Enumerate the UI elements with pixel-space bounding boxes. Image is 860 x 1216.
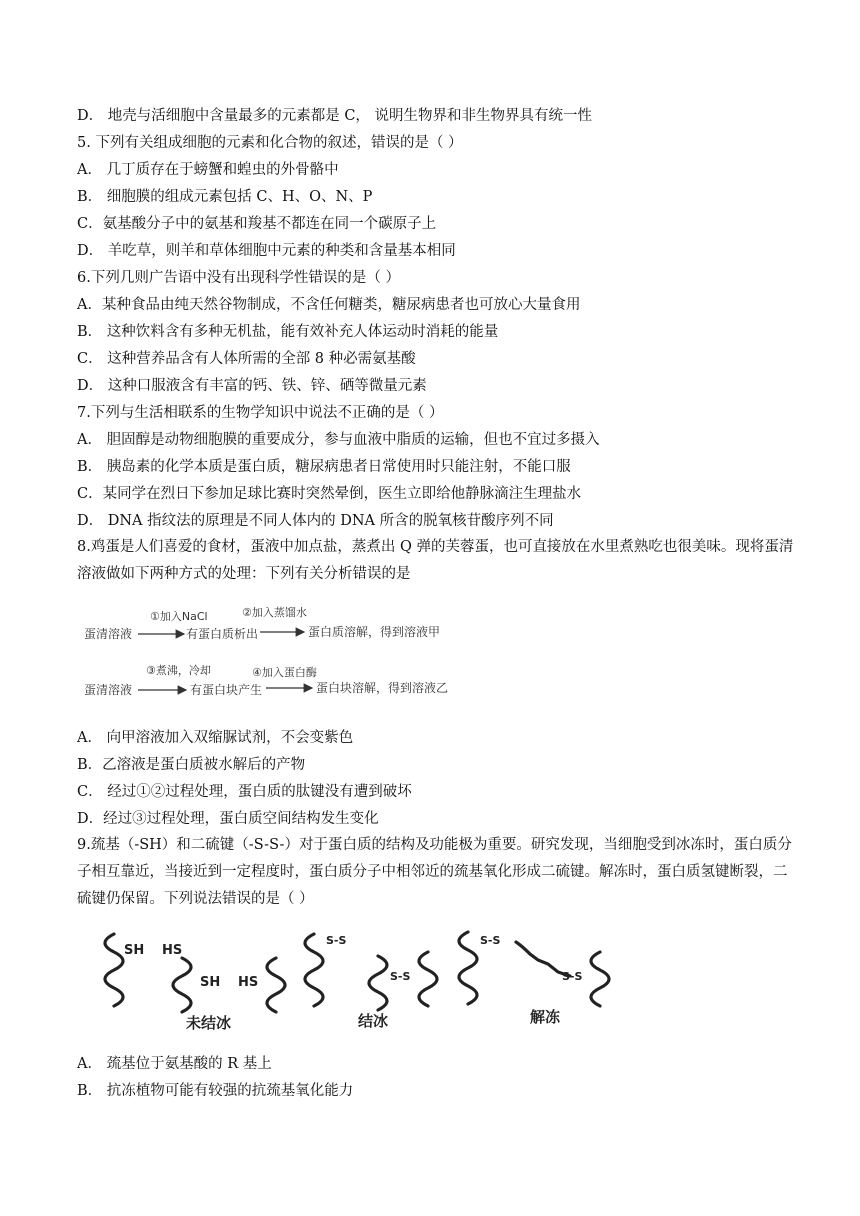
q8-option-d: D．经过③过程处理，蛋白质空间结构发生变化 (77, 811, 379, 827)
q9-stem: 9.巯基（-SH）和二硫键（-S-S-）对于蛋白质的结构及功能极为重要。研究发现，当细胞受到冰冻时，蛋白质分子相互靠近，当接近到一定程度时，蛋白质分子中相邻近的巯基氧化形成二硫键。解冻时，蛋白质氢键断裂，二硫键仍保留。下列说法错误的是（ ） (77, 837, 792, 907)
ss-label-4: S-S (562, 970, 583, 983)
q8-stem: 8.鸡蛋是人们喜爱的食材，蛋液中加点盐，蒸煮出 Q 弹的芙蓉蛋，也可直接放在水里煮熟吃也很美味。现将蛋清溶液做如下两种方式的处理：下列有关分析错误的是 (77, 539, 794, 582)
protein-chain-9 (591, 952, 609, 1006)
ss-label-2: S-S (390, 970, 411, 983)
q5-option-b: B． 细胞膜的组成元素包括 C、H、O、N、P (77, 189, 373, 205)
q8-row2-start: 蛋清溶液 (84, 683, 133, 697)
protein-chain-4 (305, 934, 323, 1006)
hs-label-2: HS (238, 975, 259, 990)
q8-option-b: B．乙溶液是蛋白质被水解后的产物 (77, 757, 306, 773)
protein-chain-1 (105, 934, 123, 1006)
q7-option-d: D． DNA 指纹法的原理是不同人体内的 DNA 所含的脱氧核苷酸序列不同 (77, 513, 554, 529)
q8-option-a: A． 向甲溶液加入双缩脲试剂，不会变紫色 (77, 730, 354, 746)
q8-row1-step2: ②加入蒸馏水 (242, 606, 307, 619)
protein-chain-5 (369, 956, 387, 1010)
q7-option-c: C．某同学在烈日下参加足球比赛时突然晕倒，医生立即给他静脉滴注生理盐水 (77, 486, 582, 502)
q8-row2-step2: ④加入蛋白酶 (252, 666, 317, 679)
sh-label-2: SH (200, 975, 221, 990)
q6-stem: 6.下列几则广告语中没有出现科学性错误的是（ ） (77, 270, 400, 286)
protein-chain-7 (459, 932, 477, 1004)
hs-label-1: HS (162, 943, 183, 958)
protein-chain-3 (267, 958, 285, 1012)
q9-option-b: B． 抗冻植物可能有较强的抗巯基氧化能力 (77, 1083, 354, 1099)
q7-option-a: A． 胆固醇是动物细胞膜的重要成分，参与血液中脂质的运输，但也不宜过多摄入 (77, 432, 600, 448)
q6-option-a: A．某种食品由纯天然谷物制成，不含任何糖类，糖尿病患者也可放心大量食用 (77, 297, 581, 313)
q8-process-figure (82, 600, 454, 710)
q5-option-d: D． 羊吃草，则羊和草体细胞中元素的种类和含量基本相同 (77, 243, 456, 259)
label-unfrozen: 未结冰 (186, 1014, 232, 1032)
q8-row1-end: 蛋白质溶解，得到溶液甲 (308, 625, 441, 639)
q6-option-c: C． 这种营养品含有人体所需的全部 8 种必需氨基酸 (77, 351, 416, 367)
protein-chain-6 (419, 952, 437, 1006)
q6-option-b: B． 这种饮料含有多种无机盐，能有效补充人体运动时消耗的能量 (77, 324, 499, 340)
q8-row1-start: 蛋清溶液 (84, 627, 133, 641)
q6-option-d: D． 这种口服液含有丰富的钙、铁、锌、硒等微量元素 (77, 378, 427, 394)
protein-chain-2 (173, 958, 191, 1012)
q5-stem: 5. 下列有关组成细胞的元素和化合物的叙述，错误的是（ ） (77, 135, 463, 151)
label-frozen: 结冰 (358, 1012, 389, 1030)
q7-option-b: B． 胰岛素的化学本质是蛋白质，糖尿病患者日常使用时只能注射，不能口服 (77, 459, 571, 475)
q8-row1-step1: ①加入NaCl (150, 610, 208, 623)
q5-option-c: C．氨基酸分子中的氨基和羧基不都连在同一个碳原子上 (77, 216, 437, 232)
q7-stem: 7.下列与生活相联系的生物学知识中说法不正确的是（ ） (77, 405, 444, 421)
q9-option-a: A． 巯基位于氨基酸的 R 基上 (77, 1056, 272, 1072)
q8-row1-mid: 有蛋白质析出 (186, 627, 259, 641)
label-thaw: 解冻 (530, 1008, 561, 1026)
q8-row2-mid: 有蛋白块产生 (190, 683, 263, 697)
ss-label-1: S-S (326, 934, 347, 947)
q8-row2-step1: ③煮沸，冷却 (146, 664, 211, 677)
q4-option-d: D． 地壳与活细胞中含量最多的元素都是 C， 说明生物界和非生物界具有统一性 (77, 108, 593, 124)
q8-row2-end: 蛋白块溶解，得到溶液乙 (316, 681, 449, 695)
ss-label-3: S-S (480, 934, 501, 947)
sh-label-1: SH (124, 943, 145, 958)
q5-option-a: A． 几丁质存在于螃蟹和蝗虫的外骨骼中 (77, 162, 339, 178)
q8-option-c: C． 经过①②过程处理，蛋白质的肽键没有遭到破坏 (77, 784, 412, 800)
q9-disulfide-figure (96, 922, 636, 1032)
